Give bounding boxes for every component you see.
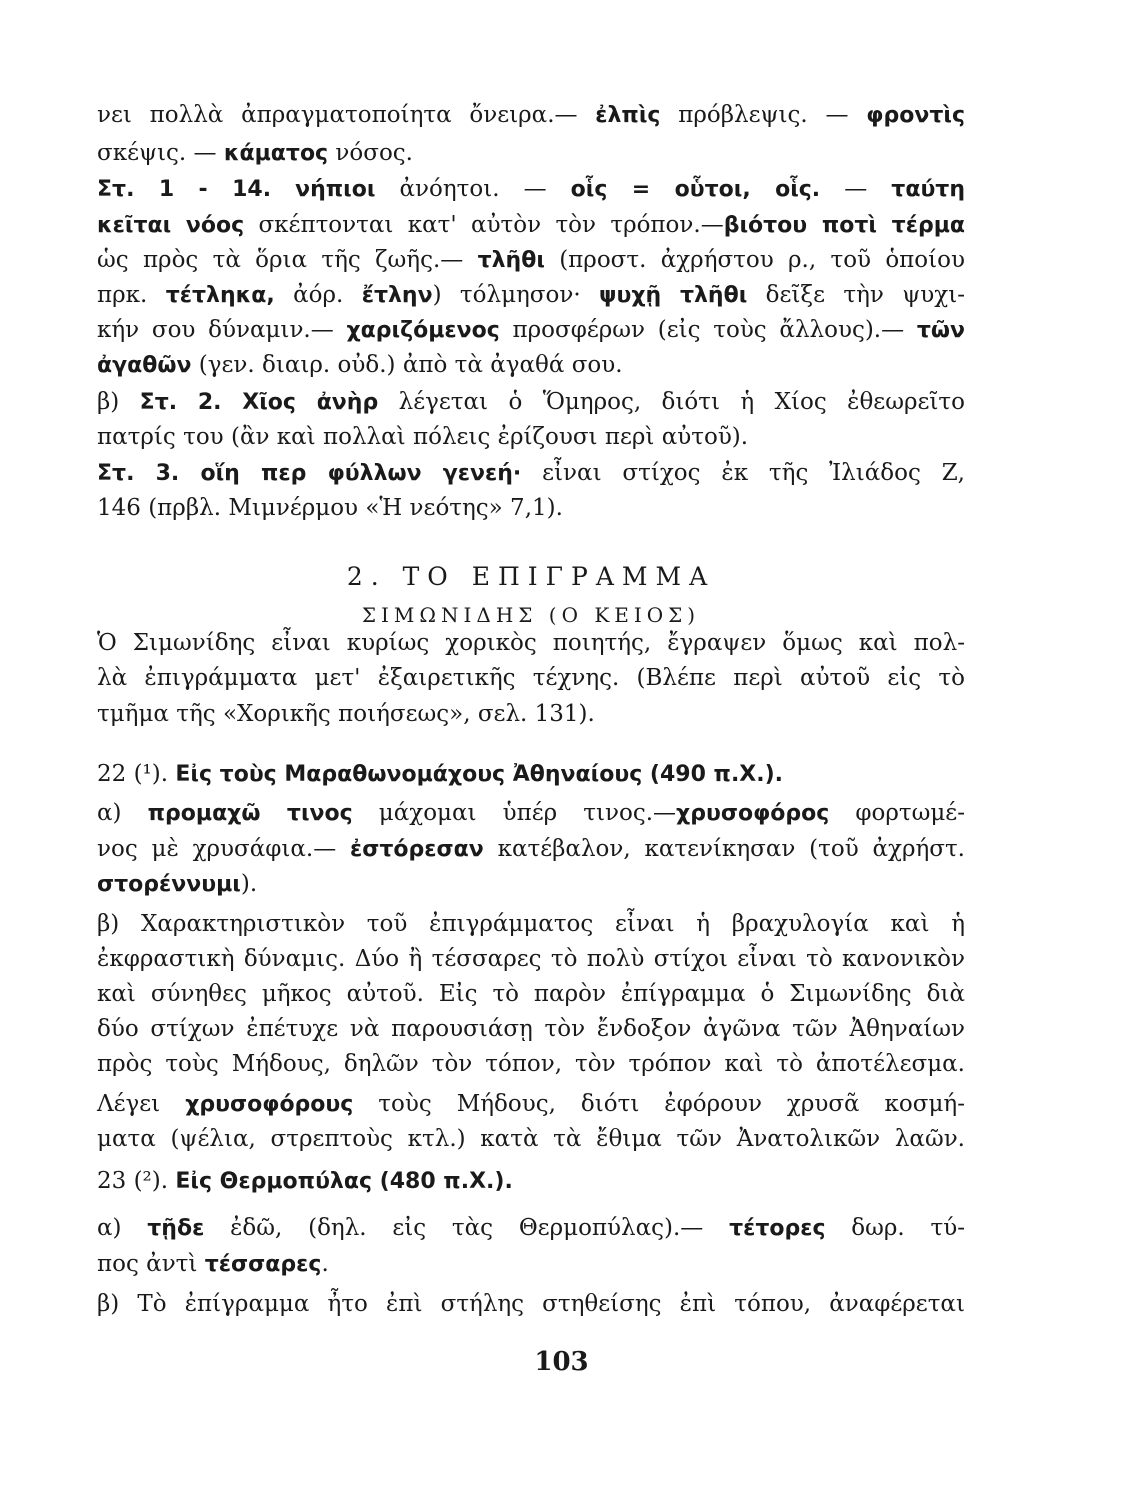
text-line <box>97 138 965 169</box>
bold-term: τέτορες <box>729 1216 826 1241</box>
text-line <box>97 458 965 489</box>
bold-term: τῶν <box>916 318 966 343</box>
text-span: . <box>321 1251 329 1277</box>
text-line <box>97 663 965 693</box>
bold-term: τέτληκα, <box>165 283 275 308</box>
text-line <box>97 210 965 241</box>
text-line <box>97 699 965 729</box>
text-span: καὶ σύνηθες μῆκος αὐτοῦ. Εἰς τὸ παρὸν ἐπίγραμμα ὁ Σιμωνίδης διὰ <box>97 981 965 1007</box>
text-span: ) τόλμησον· <box>432 282 600 308</box>
text-line <box>97 1124 965 1154</box>
text-line <box>97 1213 965 1244</box>
bold-term: χρυσοφόρος <box>676 801 830 826</box>
bold-term: ψυχῇ τλῆθι <box>599 283 748 308</box>
text-span: δωρ. τύ- <box>825 1215 965 1241</box>
text-line <box>97 245 965 276</box>
text-span: φορτωμέ- <box>829 800 965 826</box>
text-span: πρὸς τοὺς Μήδους, δηλῶν τὸν τόπον, τὸν τρόπον καὶ τὸ ἀποτέλεσμα. <box>97 1051 965 1077</box>
text-span: δύο στίχων ἐπέτυχε νὰ παρουσιάσῃ τὸν ἔνδοξον ἀγῶνα τῶν Ἀθηναίων <box>97 1016 965 1042</box>
text-span: β) <box>97 389 140 415</box>
text-line <box>97 834 965 865</box>
bold-term: χαριζόμενος <box>346 318 500 343</box>
text-line <box>97 350 965 381</box>
text-span: νόσος. <box>328 140 413 166</box>
text-span: σκέψις. — <box>97 140 224 166</box>
bold-term: κάματος <box>223 141 329 166</box>
bold-term: προμαχῶ τινος <box>147 801 353 826</box>
text-span: α) <box>97 1215 148 1241</box>
text-span: πρόβλεψις. — <box>660 102 867 128</box>
text-span: 146 (πρβλ. Μιμνέρμου «Ἡ νεότης» 7,1). <box>97 495 563 521</box>
text-span: σκέπτονται κατ' αὐτὸν τὸν τρόπον.— <box>244 212 724 238</box>
bold-term: Στ. 3. οἵη περ φύλλων γενεή· <box>97 461 522 486</box>
bold-term: Στ. 1 - 14. <box>97 177 272 202</box>
text-line <box>97 387 965 418</box>
text-line <box>97 1166 965 1197</box>
text-span: ὡς πρὸς τὰ ὅρια τῆς ζωῆς.— <box>97 247 478 273</box>
bold-term: φροντὶς <box>866 103 965 128</box>
text-span: ἀόρ. <box>274 282 362 308</box>
text-line <box>97 869 965 900</box>
text-line <box>97 100 965 131</box>
text-span: τμῆμα τῆς «Χορικῆς ποιήσεως», σελ. 131). <box>97 701 595 727</box>
text-span: ). <box>240 871 258 897</box>
bold-term: βιότου ποτὶ τέρμα <box>723 213 965 238</box>
text-line <box>97 1014 965 1044</box>
text-line <box>97 759 965 790</box>
text-line <box>97 628 965 658</box>
text-span: πρκ. <box>97 282 166 308</box>
text-span: προσφέρων (εἰς τοὺς ἄλλους).— <box>499 317 917 343</box>
text-span: δεῖξε τὴν ψυχι- <box>747 282 966 308</box>
text-line <box>97 1089 965 1120</box>
section-subheading: ΣΙΜΩΝΙΔΗΣ (Ο ΚΕΙΟΣ) <box>361 603 701 627</box>
text-span: 23 (²). <box>97 1168 176 1194</box>
bold-term: Εἰς τοὺς Μαραθωνομάχους Ἀθηναίους (490 π.Χ.). <box>175 762 784 787</box>
text-span: πος ἀντὶ <box>97 1251 205 1277</box>
bold-term: οἷς = οὗτοι, οἷς. <box>570 177 821 202</box>
text-line <box>97 1289 965 1319</box>
bold-term: τλῆθι <box>477 248 545 273</box>
bold-term: ἔτλην <box>361 283 433 308</box>
text-line <box>97 798 965 829</box>
bold-term: τέσσαρες <box>204 1252 322 1277</box>
text-span: Λέγει <box>97 1091 186 1117</box>
bold-term: ταύτη <box>891 177 966 202</box>
bold-term: ἐστόρεσαν <box>350 837 484 862</box>
text-span: ἐδῶ, (δηλ. εἰς τὰς Θερμοπύλας).— <box>204 1215 730 1241</box>
text-line <box>97 979 965 1009</box>
text-span: (προστ. ἀχρήστου ρ., τοῦ ὁποίου <box>544 247 965 273</box>
text-span: β) Χαρακτηριστικὸν τοῦ ἐπιγράμματος εἶναι ἡ βραχυλογία καὶ ἡ <box>97 911 965 937</box>
text-span: πατρίς του (ἂν καὶ πολλαὶ πόλεις ἐρίζουσι περὶ αὐτοῦ). <box>97 424 749 450</box>
text-span: β) Τὸ ἐπίγραμμα ἦτο ἐπὶ στήλης στηθείσης ἐπὶ τόπου, ἀναφέρεται <box>97 1291 965 1317</box>
bold-term: Εἰς Θερμοπύλας (480 π.Χ.). <box>175 1169 513 1194</box>
bold-term: τῇδε <box>147 1216 205 1241</box>
text-line <box>97 422 965 452</box>
bold-term: ἐλπὶς <box>595 103 661 128</box>
text-span: νει πολλὰ ἀπραγματοποίητα ὄνειρα.— <box>97 102 596 128</box>
text-span: ἐκφραστικὴ δύναμις. Δύο ἢ τέσσαρες τὸ πολὺ στίχοι εἶναι τὸ κανονικὸν <box>97 946 965 972</box>
text-span: εἶναι στίχος ἐκ τῆς Ἰλιάδος Ζ, <box>521 460 965 486</box>
text-line <box>97 280 965 311</box>
text-line <box>97 174 965 205</box>
text-span: (γεν. διαιρ. οὐδ.) ἀπὸ τὰ ἀγαθά σου. <box>191 352 623 378</box>
bold-term: ἀγαθῶν <box>97 353 192 378</box>
text-span: α) <box>97 800 148 826</box>
text-line <box>97 1249 965 1280</box>
text-span: ματα (ψέλια, στρεπτοὺς κτλ.) κατὰ τὰ ἔθιμα τῶν Ἀνατολικῶν λαῶν. <box>97 1126 965 1152</box>
text-span: κατέβαλον, κατενίκησαν (τοῦ ἀχρήστ. <box>483 836 965 862</box>
text-line <box>97 493 965 523</box>
bold-term: νήπιοι <box>295 177 376 202</box>
text-span: μάχομαι ὑπέρ τινος.— <box>352 800 677 826</box>
text-span <box>271 176 295 202</box>
text-span: 22 (¹). <box>97 761 176 787</box>
text-span: νος μὲ χρυσάφια.— <box>97 836 351 862</box>
text-span: τοὺς Μήδους, διότι ἐφόρουν χρυσᾶ κοσμή- <box>353 1091 965 1117</box>
bold-term: Στ. 2. Χῖος ἀνὴρ <box>139 390 379 415</box>
bold-term: χρυσοφόρους <box>185 1092 354 1117</box>
text-line <box>97 909 965 939</box>
bold-term: στορέννυμι <box>97 872 241 897</box>
section-heading: 2. ΤΟ ΕΠΙΓΡΑΜΜΑ <box>346 562 716 591</box>
text-line <box>97 315 965 346</box>
text-line <box>97 944 965 974</box>
text-span: — <box>820 176 892 202</box>
bold-term: κεῖται νόος <box>97 213 245 238</box>
text-span: κήν σου δύναμιν.— <box>97 317 347 343</box>
text-span: Ὁ Σιμωνίδης εἶναι κυρίως χορικὸς ποιητής, ἔγραψεν ὅμως καὶ πολ- <box>97 630 965 656</box>
text-span: ἀνόητοι. — <box>375 176 571 202</box>
page-number: 103 <box>534 1347 589 1377</box>
text-span: λέγεται ὁ Ὅμηρος, διότι ἡ Χίος ἐθεωρεῖτο <box>378 389 965 415</box>
text-line <box>97 1049 965 1079</box>
text-span: λὰ ἐπιγράμματα μετ' ἐξαιρετικῆς τέχνης. (Βλέπε περὶ αὐτοῦ εἰς τὸ <box>97 665 965 691</box>
